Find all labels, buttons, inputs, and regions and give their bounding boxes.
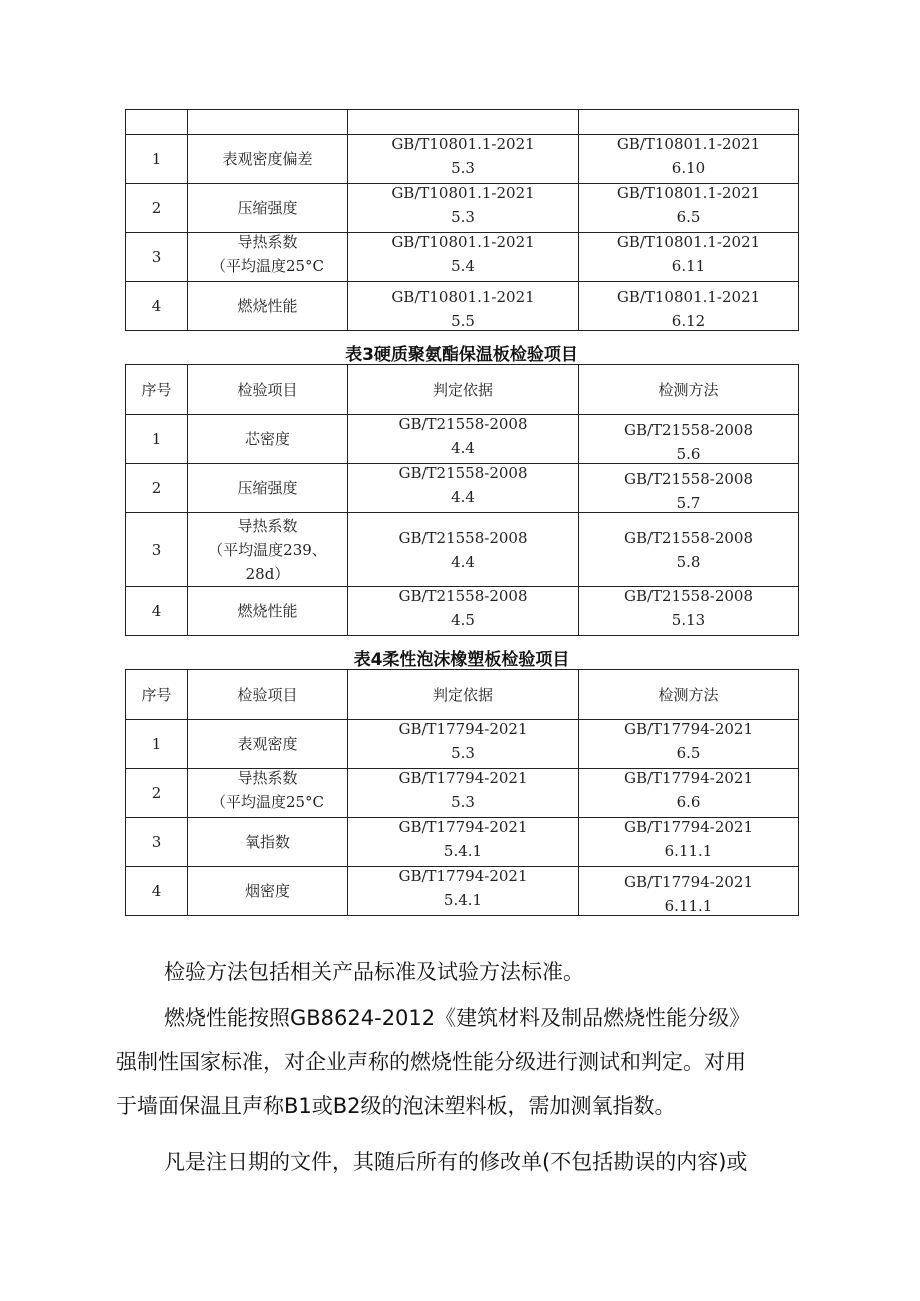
judgement-basis: GB/T21558-2008 4.5 (348, 587, 579, 636)
judgement-basis: GB/T17794-2021 5.4.1 (348, 818, 579, 867)
row-number: 1 (126, 135, 188, 184)
row-number: 2 (126, 184, 188, 233)
row-number: 4 (126, 282, 188, 331)
test-item: 压缩强度 (188, 184, 348, 233)
table-row (126, 720, 799, 769)
judgement-basis: GB/T17794-2021 5.4.1 (348, 867, 579, 916)
row-number: 4 (126, 867, 188, 916)
table-cell (188, 110, 348, 135)
row-number: 2 (126, 464, 188, 513)
paragraph-text: 凡是注日期的文件，其随后所有的修改单(不包括勘误的内容)或 (164, 1150, 748, 1174)
test-method: GB/T17794-2021 6.6 (579, 769, 799, 818)
header-cell-item: 检验项目 (188, 670, 348, 720)
table-header-row (126, 365, 799, 415)
header-cell-method: 检测方法 (579, 365, 799, 415)
test-item: 氧指数 (188, 818, 348, 867)
judgement-basis: GB/T10801.1-2021 5.5 (348, 282, 579, 331)
table-row (126, 587, 799, 636)
row-number: 4 (126, 587, 188, 636)
paragraph-dated-documents (116, 1140, 816, 1184)
table-row (126, 818, 799, 867)
table-row (126, 282, 799, 331)
row-number: 1 (126, 720, 188, 769)
table-row (126, 769, 799, 818)
table-cell (126, 110, 188, 135)
test-method: GB/T21558-2008 5.13 (579, 587, 799, 636)
test-method: GB/T10801.1-2021 6.11 (579, 233, 799, 282)
table-row (126, 184, 799, 233)
table-row (126, 867, 799, 916)
row-number: 3 (126, 818, 188, 867)
judgement-basis: GB/T21558-2008 4.4 (348, 513, 579, 587)
table-row (126, 464, 799, 513)
test-method: GB/T21558-2008 5.6 (579, 415, 799, 464)
judgement-basis: GB/T10801.1-2021 5.4 (348, 233, 579, 282)
paragraph-line: 于墙面保温且声称B1或B2级的泡沫塑料板，需加测氧指数。 (116, 1094, 676, 1118)
table-row (126, 135, 799, 184)
test-method: GB/T21558-2008 5.7 (579, 464, 799, 513)
header-cell-basis: 判定依据 (348, 670, 579, 720)
test-item: 压缩强度 (188, 464, 348, 513)
judgement-basis: GB/T17794-2021 5.3 (348, 720, 579, 769)
test-item: 烟密度 (188, 867, 348, 916)
paragraph-fire-performance (116, 996, 816, 1128)
test-item: 导热系数 （平均温度239、 28d） (188, 513, 348, 587)
table-header-row (126, 670, 799, 720)
table-4-caption: 表4柔性泡沫橡塑板检验项目 (353, 650, 570, 670)
test-method: GB/T10801.1-2021 6.12 (579, 282, 799, 331)
judgement-basis: GB/T10801.1-2021 5.3 (348, 184, 579, 233)
table-cell (579, 110, 799, 135)
table-header-row-empty (126, 110, 799, 135)
test-item: 芯密度 (188, 415, 348, 464)
header-cell-number: 序号 (126, 365, 188, 415)
header-cell-number: 序号 (126, 670, 188, 720)
test-method: GB/T21558-2008 5.8 (579, 513, 799, 587)
paragraph-line: 强制性国家标准，对企业声称的燃烧性能分级进行测试和判定。对用 (116, 1050, 746, 1074)
test-item: 表观密度 (188, 720, 348, 769)
table-cell (348, 110, 579, 135)
paragraph-test-methods (116, 950, 816, 994)
test-item: 导热系数 （平均温度25°C (188, 769, 348, 818)
test-item: 表观密度偏差 (188, 135, 348, 184)
judgement-basis: GB/T10801.1-2021 5.3 (348, 135, 579, 184)
test-method: GB/T17794-2021 6.11.1 (579, 818, 799, 867)
table-3-caption: 表3硬质聚氨酯保温板检验项目 (345, 345, 578, 365)
paragraph-line: 燃烧性能按照GB8624-2012《建筑材料及制品燃烧性能分级》 (164, 1006, 751, 1030)
row-number: 1 (126, 415, 188, 464)
table-2-continued (125, 109, 799, 331)
table-row (126, 513, 799, 587)
test-item: 燃烧性能 (188, 282, 348, 331)
test-method: GB/T10801.1-2021 6.10 (579, 135, 799, 184)
test-method: GB/T17794-2021 6.11.1 (579, 867, 799, 916)
test-method: GB/T17794-2021 6.5 (579, 720, 799, 769)
judgement-basis: GB/T21558-2008 4.4 (348, 415, 579, 464)
judgement-basis: GB/T21558-2008 4.4 (348, 464, 579, 513)
header-cell-basis: 判定依据 (348, 365, 579, 415)
test-item: 燃烧性能 (188, 587, 348, 636)
table-3 (125, 364, 799, 636)
row-number: 3 (126, 513, 188, 587)
header-cell-item: 检验项目 (188, 365, 348, 415)
row-number: 3 (126, 233, 188, 282)
judgement-basis: GB/T17794-2021 5.3 (348, 769, 579, 818)
table-4 (125, 669, 799, 916)
test-item: 导热系数 （平均温度25°C (188, 233, 348, 282)
row-number: 2 (126, 769, 188, 818)
header-cell-method: 检测方法 (579, 670, 799, 720)
test-method: GB/T10801.1-2021 6.5 (579, 184, 799, 233)
table-row (126, 415, 799, 464)
table-row (126, 233, 799, 282)
paragraph-text: 检验方法包括相关产品标准及试验方法标准。 (164, 960, 584, 984)
